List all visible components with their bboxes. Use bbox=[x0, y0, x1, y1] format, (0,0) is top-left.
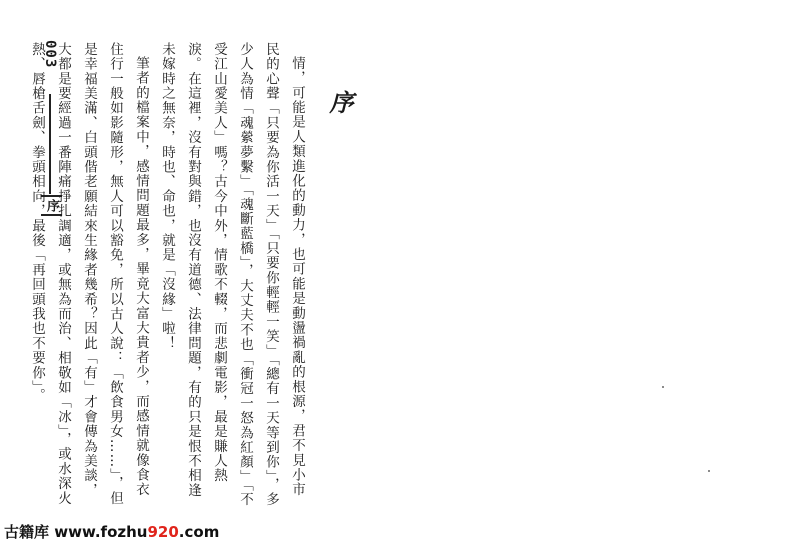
watermark-url-suffix: .com bbox=[178, 523, 220, 541]
watermark-url-accent: 920 bbox=[147, 523, 179, 541]
watermark-brand: 古籍库 bbox=[4, 523, 50, 541]
running-head: 序 bbox=[41, 195, 62, 216]
watermark-url-prefix: www.fozhu bbox=[54, 523, 148, 541]
paragraph-2: 筆者的檔案中，感情問題最多，畢竟大富大貴者少，而感情就像食衣住行一般如影隨形，無人可以豁免，所以古人說：「飲食男女……」，但是幸福美滿、白頭偕老願結來生緣者幾希？因此「有」才會傳為美談，大都是要經過一番陣痛掙扎調適，或無為而治、相敬如「冰」，或水深火熱、唇槍舌劍、拳頭相向，最後「再回頭我也不要你」。 bbox=[29, 42, 149, 506]
watermark-url bbox=[54, 523, 219, 541]
watermark-footer bbox=[4, 521, 219, 542]
scan-speck bbox=[662, 386, 664, 388]
chapter-title: 序 bbox=[325, 90, 354, 114]
scan-speck bbox=[708, 470, 710, 472]
page-number: 003 bbox=[42, 40, 58, 69]
paragraph-1: 情，可能是人類進化的動力，也可能是動盪禍亂的根源，君不見小市民的心聲「只要為你活一天」「只要你輕輕一笑」「總有一天等到你」，多少人為情「魂縈夢繫」「魂斷藍橋」，大丈夫不也「衝冠一怒為紅顏」「不受江山愛美人」嗎？古今中外，情歌不輟，而悲劇電影，最是賺人熱淚。在這裡，沒有對與錯，也沒有道德、法律問題，有的只是恨不相逢未嫁時之無奈，時也、命也，就是「沒緣」啦！ bbox=[159, 42, 305, 507]
